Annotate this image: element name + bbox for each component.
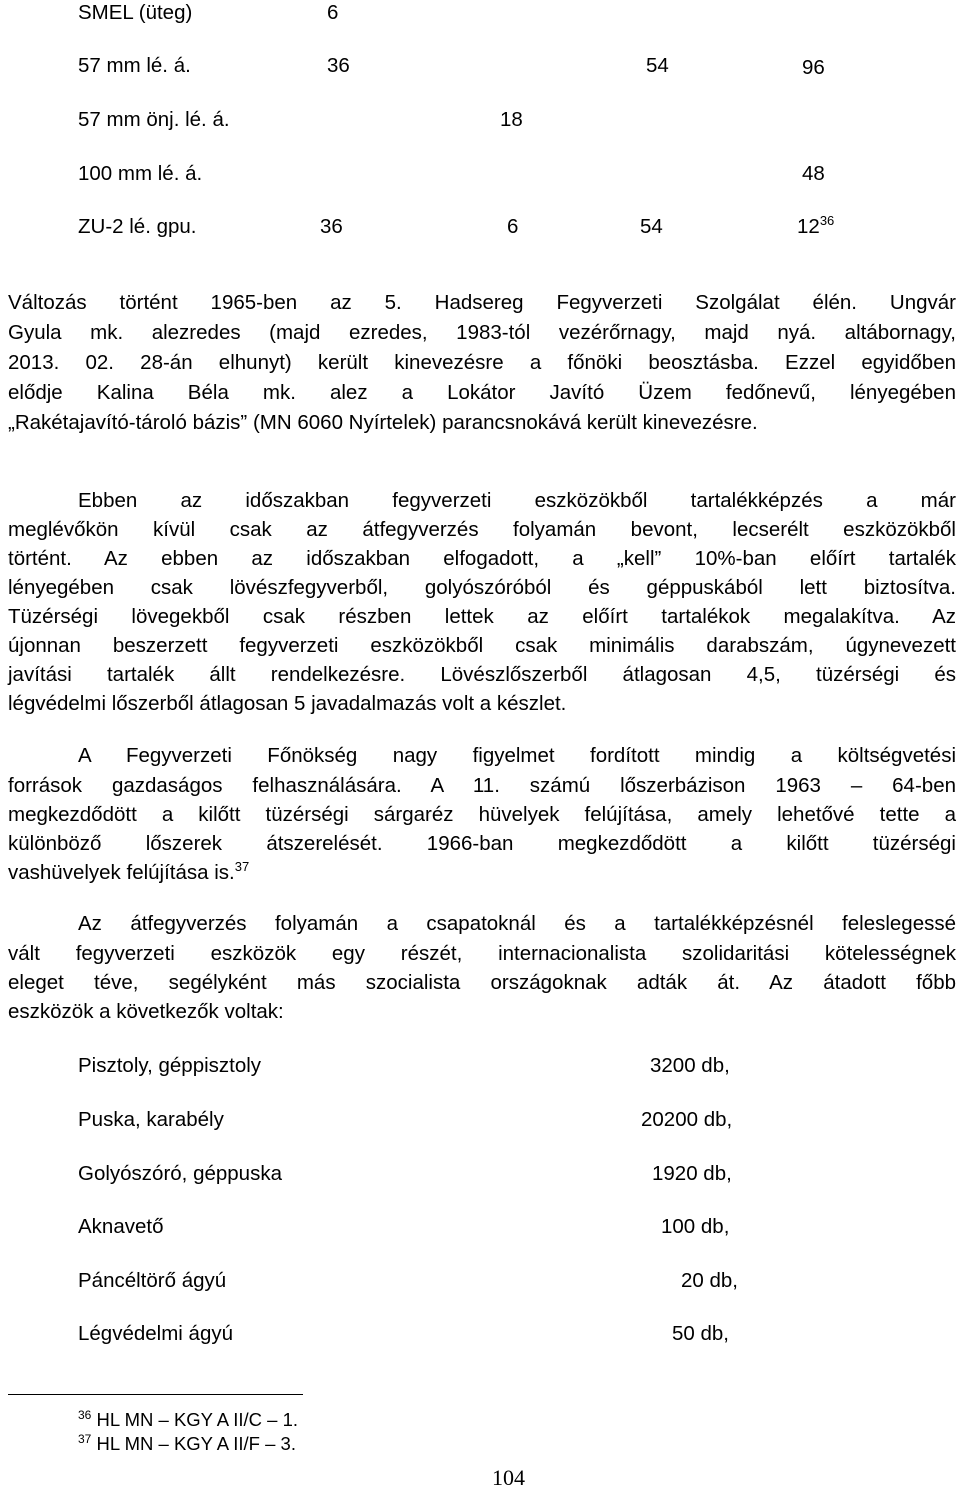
item-quantity: 100 db, [661, 1215, 730, 1238]
text-line: Az átfegyverzés folyamán a csapatoknál és a tartalékképzésnél feleslegessé [78, 912, 956, 935]
item-name: Pisztoly, géppisztoly [78, 1054, 262, 1077]
text-line: vált fegyverzeti eszközök egy részét, internacionalista szolidaritási kötelességnek [8, 942, 956, 965]
item-quantity: 20200 db, [641, 1108, 733, 1131]
table-cell: 6 [507, 215, 519, 238]
footnote-number: 37 [78, 1431, 92, 1446]
item-quantity: 3200 db, [650, 1054, 730, 1077]
footnote-ref: 36 [819, 213, 835, 229]
table-cell: $12^{36}$ [797, 213, 835, 238]
footnote-ref: 37 [234, 859, 250, 875]
row-label: 100 mm lé. á. [78, 162, 203, 185]
footnote-text: HL MN – KGY A II/C – 1. [96, 1409, 299, 1430]
text-line: különböző lőszerek átszerelését. 1966-ban megkezdődött a kilőtt tüzérségi [8, 832, 956, 855]
text-line: javítási tartalék állt rendelkezésre. Lövészlőszerből átlagosan 4,5, tüzérségi és [8, 663, 956, 686]
item-name: Aknavető [78, 1215, 164, 1238]
text-line: történt. Az ebben az időszakban elfogadott, a „kell” 10%-ban előírt tartalék [8, 547, 956, 570]
item-name: Puska, karabély [78, 1108, 224, 1131]
footnote [78, 1433, 296, 1455]
table-cell: 54 [640, 215, 663, 238]
text-line: 2013. 02. 28-án elhunyt) került kinevezésre a főnöki beosztásba. Ezzel egyidőben [8, 351, 956, 374]
text-line: megkezdődött a kilőtt tüzérségi sárgaréz hüvelyek felújítása, amely lehetővé tette a [8, 803, 956, 826]
text-line: Gyula mk. alezredes (majd ezredes, 1983-tól vezérőrnagy, majd nyá. altábornagy, [8, 321, 956, 344]
row-label: SMEL (üteg) [78, 1, 193, 24]
text-line: újonnan beszerzett fegyverzeti eszközökből csak minimális darabszám, úgynevezett [8, 634, 956, 657]
text-line: elődje Kalina Béla mk. alez a Lokátor Javító Üzem fedőnevű, lényegében [8, 381, 956, 404]
item-name: Golyószóró, géppuska [78, 1162, 282, 1185]
table-cell: 36 [320, 215, 343, 238]
text-line: források gazdaságos felhasználására. A 11. számú lőszerbázison 1963 – 64-ben [8, 774, 956, 797]
item-name: Légvédelmi ágyú [78, 1322, 233, 1345]
item-quantity: 20 db, [681, 1269, 738, 1292]
text-line: meglévőkön kívül csak az átfegyverzés folyamán bevont, lecserélt eszközökből [8, 518, 956, 541]
footnote [78, 1409, 298, 1431]
text-line: Változás történt 1965-ben az 5. Hadsereg Fegyverzeti Szolgálat élén. Ungvár [8, 291, 956, 314]
item-quantity: 1920 db, [652, 1162, 732, 1185]
footnote-text: HL MN – KGY A II/F – 3. [96, 1433, 296, 1454]
row-label: 57 mm önj. lé. á. [78, 108, 230, 131]
text-line: vashüvelyek felújítása is.$^{37}$ [8, 859, 250, 884]
text-line: eszközök a következők voltak: [8, 1000, 284, 1023]
footnote-number: 36 [78, 1407, 92, 1422]
item-name: Páncéltörő ágyú [78, 1269, 227, 1292]
table-cell: 36 [327, 54, 350, 77]
table-cell: 6 [327, 1, 339, 24]
table-cell: 18 [500, 108, 523, 131]
table-cell: 96 [802, 56, 825, 79]
table-cell: 54 [646, 54, 669, 77]
text-line: Tüzérségi lövegekből csak részben lettek az előírt tartalékok megalakítva. Az [8, 605, 956, 628]
item-quantity: 50 db, [672, 1322, 729, 1345]
text-line: lényegében csak lövészfegyverből, golyószóróból és géppuskából lett biztosítva. [8, 576, 956, 599]
text-line: légvédelmi lőszerből átlagosan 5 javadalmazás volt a készlet. [8, 692, 567, 715]
text-line: A Fegyverzeti Főnökség nagy figyelmet fordított mindig a költségvetési [78, 744, 956, 767]
footnote-divider [8, 1394, 303, 1395]
text-line: Ebben az időszakban fegyverzeti eszközökből tartalékképzés a már [78, 489, 956, 512]
page-number: 104 [492, 1465, 525, 1490]
text-line: „Rakétajavító-tároló bázis” (MN 6060 Nyírtelek) parancsnokává került kinevezésre. [8, 411, 758, 434]
row-label: 57 mm lé. á. [78, 54, 191, 77]
row-label: ZU-2 lé. gpu. [78, 215, 197, 238]
text-line: eleget téve, segélyként más szocialista országoknak adták át. Az átadott főbb [8, 971, 956, 994]
table-cell: 48 [802, 162, 825, 185]
